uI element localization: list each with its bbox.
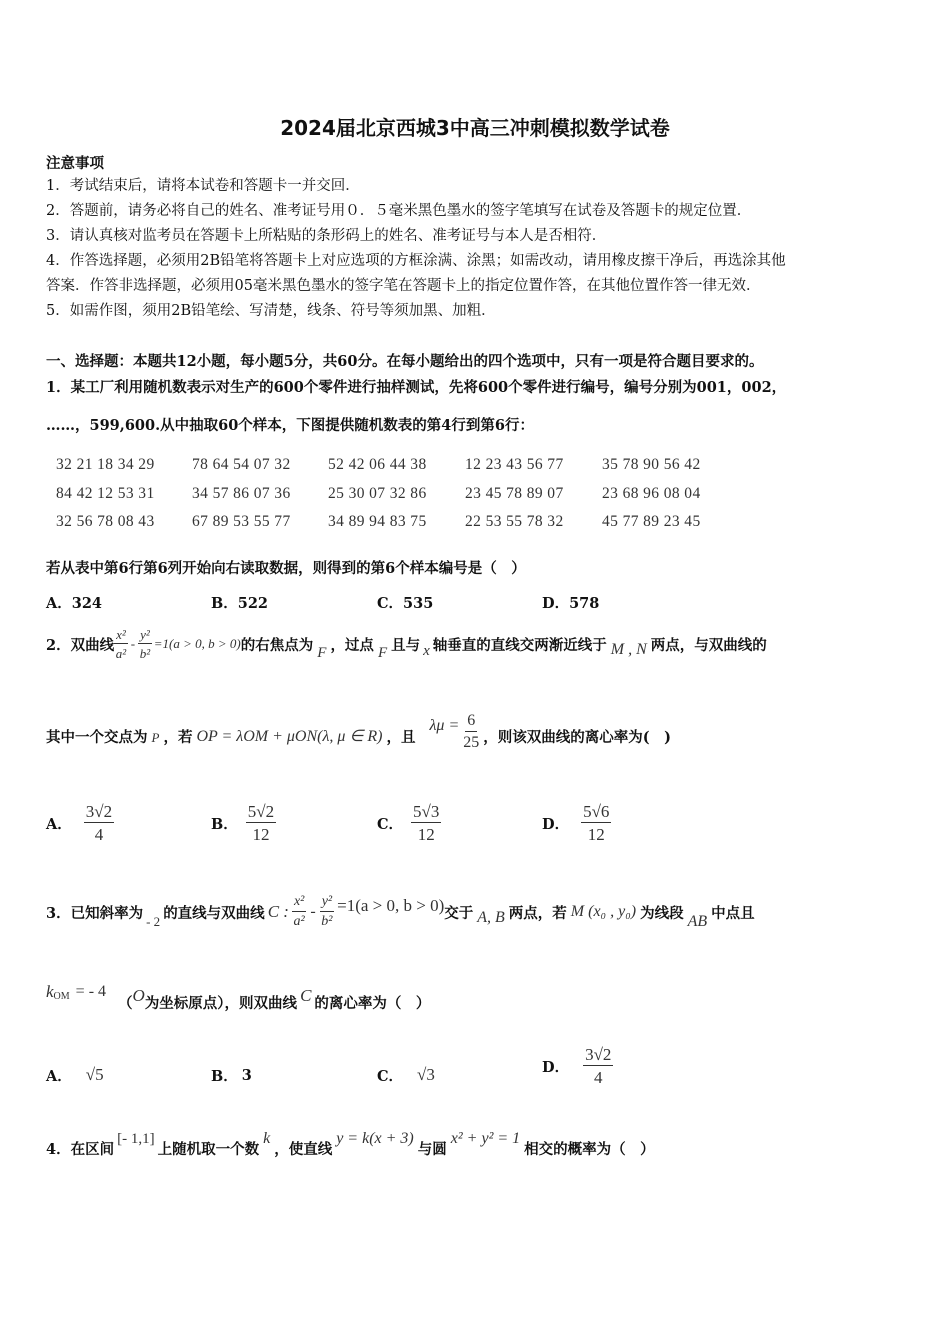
option-b[interactable]: B．522 [211,595,269,612]
subscript: OM [53,990,70,1002]
condition: =1(a > 0, b > 0) [153,636,241,651]
math-var: M , N [610,641,647,658]
fraction: $\frac{3√2}{4}$ [585,1045,612,1087]
math-var: C [300,986,312,1005]
question-4-line-1: 4．在区间 [- 1,1] 上随机取一个数 k ，使直线 y = k(x + 3) 与圆 x² + y² = 1 相交的概率为（ ） [46,1130,655,1158]
option-b[interactable]: B． $\frac{5√2}{12}$ [211,802,275,844]
random-table-cell: 22 53 55 78 32 [465,513,564,530]
notice-item: 2．答题前，请务必将自己的姓名、准考证号用０．５毫米黑色墨水的签字笔填写在试卷及答题卡的规定位置． [46,203,752,219]
interval: [- 1,1] [117,1130,155,1147]
segment: AB [687,913,708,930]
option-c[interactable]: C． √3 [377,1065,435,1085]
curve-name: C : [267,902,289,921]
question-1-text: 1．某工厂利用随机数表示对生产的600个零件进行抽样测试，先将600个零件进行编号，编号分别为001，002， [46,379,787,396]
notice-item: 3．请认真核对监考员在答题卡上所粘贴的条形码上的姓名、准考证号与本人是否相符． [46,228,607,244]
random-table-cell: 25 30 07 32 86 [328,485,427,502]
section-heading: 一、选择题：本题共12小题，每小题5分，共60分。在每小题给出的四个选项中，只有一项是符合题目要求的。 [46,353,764,370]
option-d[interactable]: D．578 [542,595,600,612]
option-c[interactable]: C．535 [377,595,434,612]
random-table-cell: 32 56 78 08 43 [56,513,155,530]
fraction: $\frac{5√2}{12}$ [247,802,275,844]
math-var: x [423,642,430,659]
random-table-cell: 34 89 94 83 75 [328,513,427,530]
notice-heading: 注意事项 [46,155,104,172]
math-var: A, B [477,909,505,926]
random-table-cell: 34 57 86 07 36 [192,485,291,502]
fraction: $\frac{3√2}{4}$ [85,802,113,844]
fraction: $\frac{\text{y²}}{\text{b²}}$ [321,894,333,929]
option-a[interactable]: A． $\frac{3√2}{4}$ [46,802,113,844]
notice-item: 4．作答选择题，必须用2B铅笔将答题卡上对应选项的方框涂满、涂黑；如需改动，请用橡皮擦干净后，再选涂其他 [46,253,786,269]
question-2-number: 2．双曲线 [46,636,115,654]
question-2-line-2: 其中一个交点为 P ，若 OP = λOM + μON(λ, μ ∈ R) ，且 λμ = $\frac{6}{25}$ ，则该双曲线的离心率为( ) [46,712,671,751]
option-c[interactable]: C． $\frac{5√3}{12}$ [377,802,440,844]
math-expression: λμ = [429,717,460,734]
minus-sign: - [310,903,316,920]
random-table-cell: 78 64 54 07 32 [192,456,291,473]
option-d[interactable]: D． $\frac{3√2}{4}$ [542,1045,612,1087]
random-table-cell: 45 77 89 23 45 [602,513,701,530]
fraction: $\frac{\text{x²}}{\text{a²}}$ [293,894,305,929]
condition: =1(a > 0, b > 0) [337,896,445,915]
question-3-line-1: 3．已知斜率为 - 2 的直线与双曲线 C : $\frac{\text{x²}}{\text{a²}}$ - $\frac{\text{y²}}{\text{b²}}$ =1(a > 0, b > 0) 交于 A, B 两点，若 M (x₀ , y₀) 为线段 AB 中点且 [46,894,755,930]
midpoint: M (x₀ , y₀) [570,903,637,920]
random-table-cell: 67 89 53 55 77 [192,513,291,530]
fraction: $\frac{5√3}{12}$ [413,802,440,844]
fraction: $\frac{\text{y²}}{\text{b²}}$ [139,627,151,661]
option-a[interactable]: A．324 [46,595,103,612]
question-1-text: ……，599,600.从中抽取60个样本，下图提供随机数表的第4行到第6行： [46,417,534,434]
slope-k: k [46,982,54,1001]
fraction: $\frac{5√6}{12}$ [583,802,610,844]
option-b[interactable]: B． 3 [211,1066,252,1085]
random-table-cell: 84 42 12 53 31 [56,485,155,502]
fraction: $\frac{6}{25}$ [463,712,480,751]
random-table-cell: 23 45 78 89 07 [465,485,564,502]
notice-item: 5．如需作图，须用2B铅笔绘、写清楚，线条、符号等须加黑、加粗． [46,303,496,319]
math-var: F [317,644,327,661]
vector-equation: OP = λOM + μON(λ, μ ∈ R) [196,728,383,745]
page-title: 2024届北京西城3中高三冲刺模拟数学试卷 [280,116,670,140]
option-d[interactable]: D． $\frac{5√6}{12}$ [542,802,610,844]
math-var: F [377,644,388,661]
line-equation: y = k(x + 3) [336,1130,414,1147]
random-table-cell: 52 42 06 44 38 [328,456,427,473]
slope-value: = - 4 [75,983,107,1000]
random-table-cell: 35 78 90 56 42 [602,456,701,473]
question-3-line-2: k OM = - 4 （ O 为坐标原点），则双曲线 C 的离心率为（ ） [46,982,431,1012]
math-var: O [132,986,145,1005]
notice-item: 答案．作答非选择题，必须用05毫米黑色墨水的签字笔在答题卡上的指定位置作答，在其他位置作答一律无效． [46,278,761,294]
random-table-cell: 12 23 43 56 77 [465,456,564,473]
math-var: k [263,1130,271,1147]
minus-sign: - [130,636,136,651]
random-table-cell: 23 68 96 08 04 [602,485,701,502]
question-1-prompt: 若从表中第6行第6列开始向右读取数据，则得到的第6个样本编号是（ ） [46,560,526,577]
question-2-line-1: 2．双曲线 $\frac{\text{x²}}{\text{a²}}$ - $\frac{\text{y²}}{\text{b²}}$ =1(a > 0, b > 0) 的右焦点为 F ，过点 F 且与 x 轴垂直的直线交两渐近线于 M , N 两点，与双曲线的 [46,627,767,661]
slope-value: - 2 [146,914,161,929]
option-a[interactable]: A． √5 [46,1065,104,1085]
math-var: P [151,730,160,745]
notice-item: 1．考试结束后，请将本试卷和答题卡一并交回． [46,178,360,194]
fraction: $\frac{\text{x²}}{\text{a²}}$ [115,627,127,661]
random-table-cell: 32 21 18 34 29 [56,456,155,473]
circle-equation: x² + y² = 1 [450,1130,521,1147]
